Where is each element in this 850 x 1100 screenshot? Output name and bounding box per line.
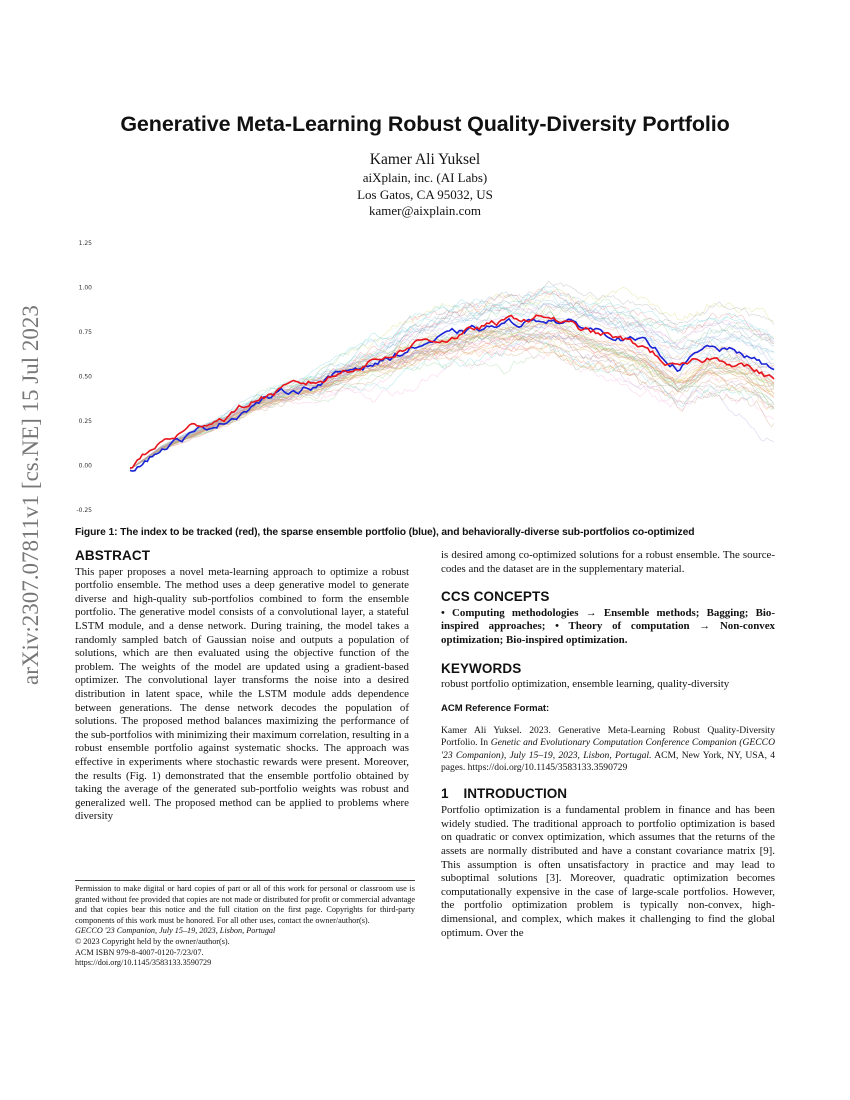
keywords-text: robust portfolio optimization, ensemble learning, quality-diversity: [441, 678, 730, 691]
keywords-heading: KEYWORDS: [441, 660, 522, 676]
introduction-text: Portfolio optimization is a fundamental problem in finance and has been widely studied. The traditional approach to portfolio optimization is based on quadratic or convex optimization, which assumes that the returns of the assets are normally distributed and have a constant covariance matrix [9]. This assumption is often unsatisfactory in practice and may lead to suboptimal solutions [3]. Moreover, quadratic optimization becomes computationally expensive in the case of large-scale portfolios. However, the portfolio optimization problem is typically non-convex, high-dimensional, and complex, which makes it challenging to find the global optimum. Over the: [441, 804, 775, 939]
abstract-continued: is desired among co-optimized solutions for a robust ensemble. The source-codes and the dataset are in the supplementary material.: [441, 549, 775, 575]
abstract-heading: ABSTRACT: [75, 548, 151, 563]
y-axis-ticks: [76, 240, 92, 514]
sub-portfolio-lines: [130, 281, 774, 469]
permission-footnote: [75, 880, 415, 969]
reference-format-text: [441, 725, 775, 775]
ccs-text: • Computing methodologies → Ensemble methods; Bagging; Bio-inspired approaches; • Theory of computation → Non-convex optimization; Bio-inspired optimization.: [441, 606, 775, 646]
y-tick-label: 0.00: [78, 462, 92, 470]
abstract-text: This paper proposes a novel meta-learning approach to optimize a robust portfolio ensemble. The method uses a deep generative model to generate diverse and high-quality sub-portfolios combined to form the ensemble portfolio. The generative model consists of a convolutional layer, a stateful LSTM module, and a dense network. During training, the model takes a randomly sampled batch of Gaussian noise and outputs a population of solutions, which are then evaluated using the objective function of the problem. The weights of the model are updated using a gradient-based optimizer. The convolutional layer transforms the noise into a desired distribution in latent space, while the LSTM module adds dependence between generations. The dense network decodes the population of solutions. The proposed method balances maximizing the performance of the sub-portfolios with minimizing their maximum correlation, resulting in a robust ensemble portfolio against systematic shocks. The approach was effective in experiments where stochastic rewards were present. Moreover, the results (Fig. 1) demonstrated that the ensemble portfolio obtained by taking the average of the generated sub-portfolio weights was robust and generalized well. The proposed method can be applied to problems where diversity: [75, 565, 409, 823]
reference-part-2: ACM, New York, NY, USA, 4 pages. https://doi.org/10.1145/3583133.3590729: [441, 749, 776, 774]
doi-link[interactable]: https://doi.org/10.1145/3583133.3590729: [75, 958, 212, 968]
sub-portfolio-line: [130, 312, 774, 469]
arxiv-id-text: arXiv:2307.07811v1 [cs.NE] 15 Jul 2023: [18, 305, 43, 685]
venue-text: GECCO '23 Companion, July 15–19, 2023, Lisbon, Portugal: [75, 926, 276, 936]
figure-1-chart: [62, 238, 782, 516]
y-tick-label: 0.50: [78, 373, 92, 381]
author-email[interactable]: kamer@aixplain.com: [369, 203, 481, 218]
reference-format-heading: ACM Reference Format:: [441, 702, 550, 714]
y-tick-label: 0.75: [78, 329, 92, 336]
ccs-heading: CCS CONCEPTS: [441, 589, 550, 605]
sub-portfolio-line: [130, 347, 774, 469]
permission-text: Permission to make digital or hard copies of part or all of this work for personal or classroom use is granted without fee provided that copies are not made or distributed for profit or commercial advantage and that copies bear this notice and the full citation on the first page. Copyrights for third-party components of this work must be honored. For all other uses, contact the owner/author(s).: [75, 884, 415, 925]
sub-portfolio-line: [130, 342, 774, 469]
author-address: Los Gatos, CA 95032, US: [357, 186, 493, 202]
paper-title: Generative Meta-Learning Robust Quality-Diversity Portfolio: [120, 112, 730, 136]
isbn-text: ACM ISBN 979-8-4007-0120-7/23/07.: [75, 947, 204, 957]
y-tick-label: 1.25: [78, 240, 92, 247]
introduction-heading: 1 INTRODUCTION: [441, 785, 568, 801]
reference-part-1: Kamer Ali Yuksel. 2023. Generative Meta-Learning Robust Quality-Diversity Portfolio. In: [441, 724, 775, 749]
author-block: [0, 150, 850, 220]
sub-portfolio-line: [130, 310, 774, 469]
arxiv-identifier: [4, 305, 50, 685]
right-column: [441, 549, 775, 940]
sub-portfolio-line: [130, 303, 774, 470]
reference-venue: Genetic and Evolutionary Computation Conference Companion (GECCO '23 Companion), July 15–19, 2023, Lisbon, Portugal.: [441, 737, 775, 761]
y-tick-label: -0.25: [76, 507, 92, 514]
sub-portfolio-line: [130, 300, 774, 469]
copyright-text: © 2023 Copyright held by the owner/author(s).: [75, 936, 230, 946]
figure-caption: Figure 1: The index to be tracked (red), the sparse ensemble portfolio (blue), and behaviorally-diverse sub-portfolios co-optimized: [75, 527, 695, 538]
left-column: [75, 549, 409, 824]
y-tick-label: 1.00: [78, 284, 92, 292]
author-affiliation: aiXplain, inc. (AI Labs): [362, 170, 488, 185]
y-tick-label: 0.25: [78, 418, 92, 425]
author-name: Kamer Ali Yuksel: [369, 151, 481, 168]
